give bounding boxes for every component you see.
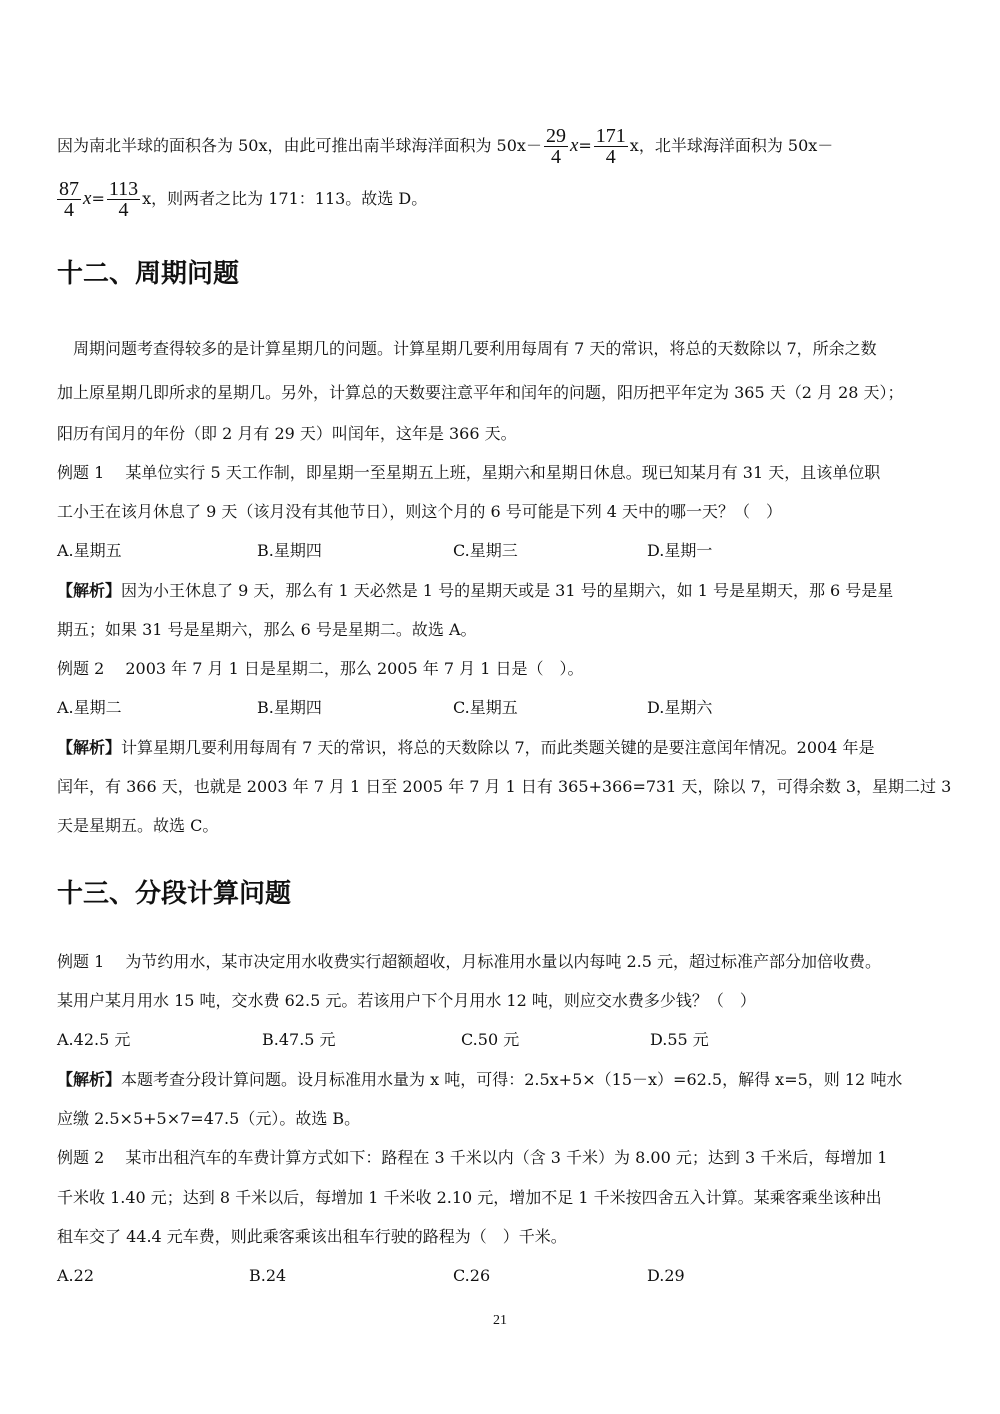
s12-example-1-options <box>57 541 947 561</box>
section-12-intro-line: 周期问题考查得较多的是计算星期几的问题。计算星期几要利用每周有 7 天的常识，将总的天数除以 7，所余之数 <box>73 339 877 358</box>
intro-line-1 <box>57 124 947 168</box>
s13-example-2-line: 千米收 1.40 元；达到 8 千米以后，每增加 1 千米收 2.10 元，增加不足 1 千米按四舍五入计算。某乘客乘坐该种出 <box>57 1188 882 1207</box>
option-c: C.26 <box>453 1266 491 1285</box>
option-b: B.星期四 <box>257 541 322 560</box>
analysis-label: 【解析】 <box>57 738 122 757</box>
fraction-87-4 <box>57 179 81 220</box>
intro-text: x，则两者之比为 171：113。故选 D。 <box>142 189 428 208</box>
analysis-label: 【解析】 <box>57 1070 122 1089</box>
fraction-denominator: 4 <box>118 199 129 221</box>
fraction-numerator: 29 <box>545 125 566 147</box>
s12-example-1-line: 例题 1 某单位实行 5 天工作制，即星期一至星期五上班，星期六和星期日休息。现已知某月有 31 天，且该单位职 <box>57 463 881 482</box>
section-12-heading: 十二、周期问题 <box>57 259 240 289</box>
s13-example-1-analysis-line <box>57 1070 947 1090</box>
option-a: A.42.5 元 <box>57 1030 131 1049</box>
equals-sign: = <box>578 136 592 155</box>
option-b: B.24 <box>249 1266 287 1285</box>
s12-example-2-analysis-line: 天是星期五。故选 C。 <box>57 816 219 835</box>
s12-example-2-line: 例题 2 2003 年 7 月 1 日是星期二，那么 2005 年 7 月 1 日是（ ）。 <box>57 659 584 678</box>
fraction-numerator: 87 <box>59 178 79 200</box>
s12-example-1-analysis-line <box>57 581 947 601</box>
page-number: 21 <box>493 1313 507 1328</box>
option-a: A.星期二 <box>57 698 122 717</box>
analysis-text: 本题考查分段计算问题。设月标准用水量为 x 吨，可得：2.5x+5×（15－x）=62.5，解得 x=5，则 12 吨水 <box>121 1070 903 1089</box>
variable-x: x <box>569 135 579 156</box>
option-b: B.47.5 元 <box>262 1030 336 1049</box>
variable-x: x <box>83 188 92 209</box>
s13-example-1-options <box>57 1030 947 1050</box>
s13-example-1-line: 例题 1 为节约用水，某市决定用水收费实行超额超收，月标准用水量以内每吨 2.5 元，超过标准产部分加倍收费。 <box>57 952 881 971</box>
intro-text: x，北半球海洋面积为 50x－ <box>629 136 834 155</box>
option-c: C.50 元 <box>461 1030 520 1049</box>
section-12-intro-line: 阳历有闰月的年份（即 2 月有 29 天）叫闰年，这年是 366 天。 <box>57 424 517 443</box>
option-d: D.55 元 <box>650 1030 709 1049</box>
option-c: C.星期三 <box>453 541 518 560</box>
s12-example-2-analysis-line <box>57 738 947 758</box>
option-d: D.29 <box>647 1266 685 1285</box>
fraction-numerator: 113 <box>108 178 139 200</box>
s13-example-2-options <box>57 1266 947 1286</box>
option-d: D.星期六 <box>647 698 713 717</box>
fraction-denominator: 4 <box>64 199 74 221</box>
fraction-29-4 <box>544 126 568 167</box>
option-b: B.星期四 <box>257 698 322 717</box>
s13-example-2-line: 例题 2 某市出租汽车的车费计算方式如下：路程在 3 千米以内（含 3 千米）为 8.00 元；达到 3 千米后，每增加 1 <box>57 1148 888 1167</box>
option-a: A.星期五 <box>57 541 122 560</box>
fraction-denominator: 4 <box>605 146 616 168</box>
s12-example-1-line: 工小王在该月休息了 9 天（该月没有其他节日），则这个月的 6 号可能是下列 4 天中的哪一天？（ ） <box>57 502 783 521</box>
intro-text: 因为南北半球的面积各为 50x，由此可推出南半球海洋面积为 50x－ <box>57 136 542 155</box>
section-12-intro-line: 加上原星期几即所求的星期几。另外，计算总的天数要注意平年和闰年的问题，阳历把平年定为 365 天（2 月 28 天）； <box>57 383 904 402</box>
s13-example-2-line: 租车交了 44.4 元车费，则此乘客乘该出租车行驶的路程为（ ）千米。 <box>57 1227 567 1246</box>
option-a: A.22 <box>57 1266 94 1285</box>
s13-example-1-line: 某用户某月用水 15 吨，交水费 62.5 元。若该用户下个月用水 12 吨，则应交水费多少钱？（ ） <box>57 991 756 1010</box>
s12-example-1-analysis-line: 期五；如果 31 号是星期六，那么 6 号是星期二。故选 A。 <box>57 620 477 639</box>
fraction-171-4 <box>594 126 628 167</box>
fraction-113-4 <box>107 179 140 220</box>
intro-line-2 <box>57 177 947 221</box>
analysis-text: 因为小王休息了 9 天，那么有 1 天必然是 1 号的星期天或是 31 号的星期六，如 1 号是星期天，那 6 号是星 <box>121 581 894 600</box>
equals-sign: = <box>91 189 105 208</box>
option-c: C.星期五 <box>453 698 518 717</box>
option-d: D.星期一 <box>647 541 713 560</box>
s12-example-2-options <box>57 698 947 718</box>
s12-example-2-analysis-line: 闰年，有 366 天，也就是 2003 年 7 月 1 日至 2005 年 7 月 1 日有 365+366=731 天，除以 7，可得余数 3，星期二过 3 <box>57 777 952 796</box>
analysis-label: 【解析】 <box>57 581 122 600</box>
fraction-numerator: 171 <box>595 125 626 147</box>
fraction-denominator: 4 <box>550 146 561 168</box>
s13-example-1-analysis-line: 应缴 2.5×5+5×7=47.5（元）。故选 B。 <box>57 1109 361 1128</box>
analysis-text: 计算星期几要利用每周有 7 天的常识，将总的天数除以 7，而此类题关键的是要注意闰年情况。2004 年是 <box>121 738 875 757</box>
section-13-heading: 十三、分段计算问题 <box>57 879 292 909</box>
